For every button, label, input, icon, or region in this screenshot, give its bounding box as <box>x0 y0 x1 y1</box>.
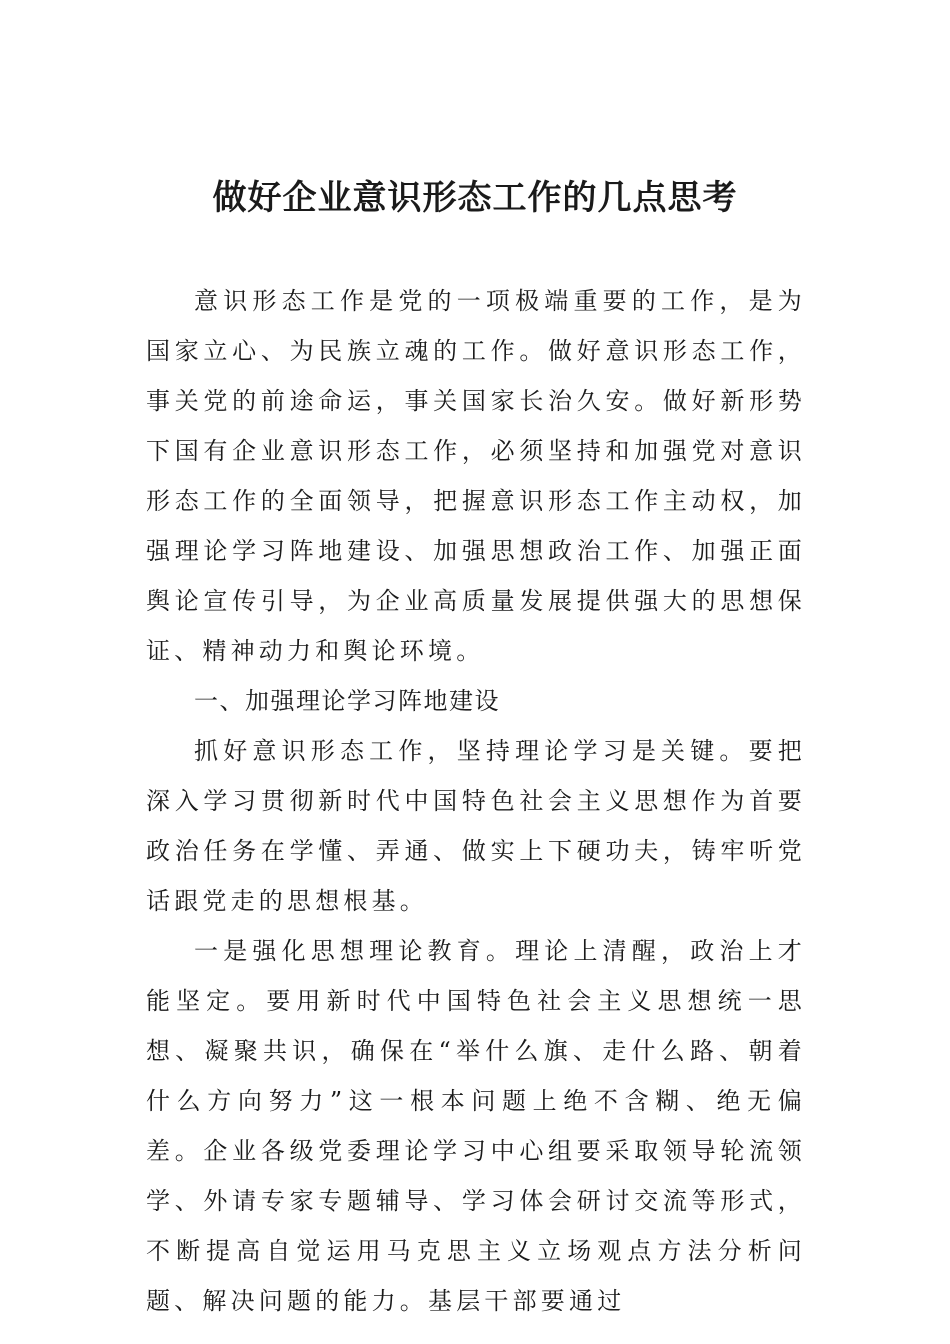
section-paragraph: 抓好意识形态工作，坚持理论学习是关键。要把深入学习贯彻新时代中国特色社会主义思想作为首要政治任务在学懂、弄通、做实上下硬功夫，铸牢听党话跟党走的思想根基。 <box>146 737 806 915</box>
document-title: 做好企业意识形态工作的几点思考 <box>212 178 738 218</box>
point-paragraph: 一是强化思想理论教育。理论上清醒，政治上才能坚定。要用新时代中国特色社会主义思想统一思想、凝聚共识，确保在“举什么旗、走什么路、朝着什么方向努力”这一根本问题上绝不含糊、绝无偏差。企业各级党委理论学习中心组要采取领导轮流领学、外请专家专题辅导、学习体会研讨交流等形式，不断提高自觉运用马克思主义立场观点方法分析问题、解决问题的能力。基层干部要通过 <box>146 937 806 1315</box>
document-body <box>146 276 806 1326</box>
intro-paragraph: 意识形态工作是党的一项极端重要的工作，是为国家立心、为民族立魂的工作。做好意识形态工作，事关党的前途命运，事关国家长治久安。做好新形势下国有企业意识形态工作，必须坚持和加强党对意识形态工作的全面领导，把握意识形态工作主动权，加强理论学习阵地建设、加强思想政治工作、加强正面舆论宣传引导，为企业高质量发展提供强大的思想保证、精神动力和舆论环境。 <box>146 287 806 665</box>
section-heading: 一、加强理论学习阵地建设 <box>194 687 500 715</box>
